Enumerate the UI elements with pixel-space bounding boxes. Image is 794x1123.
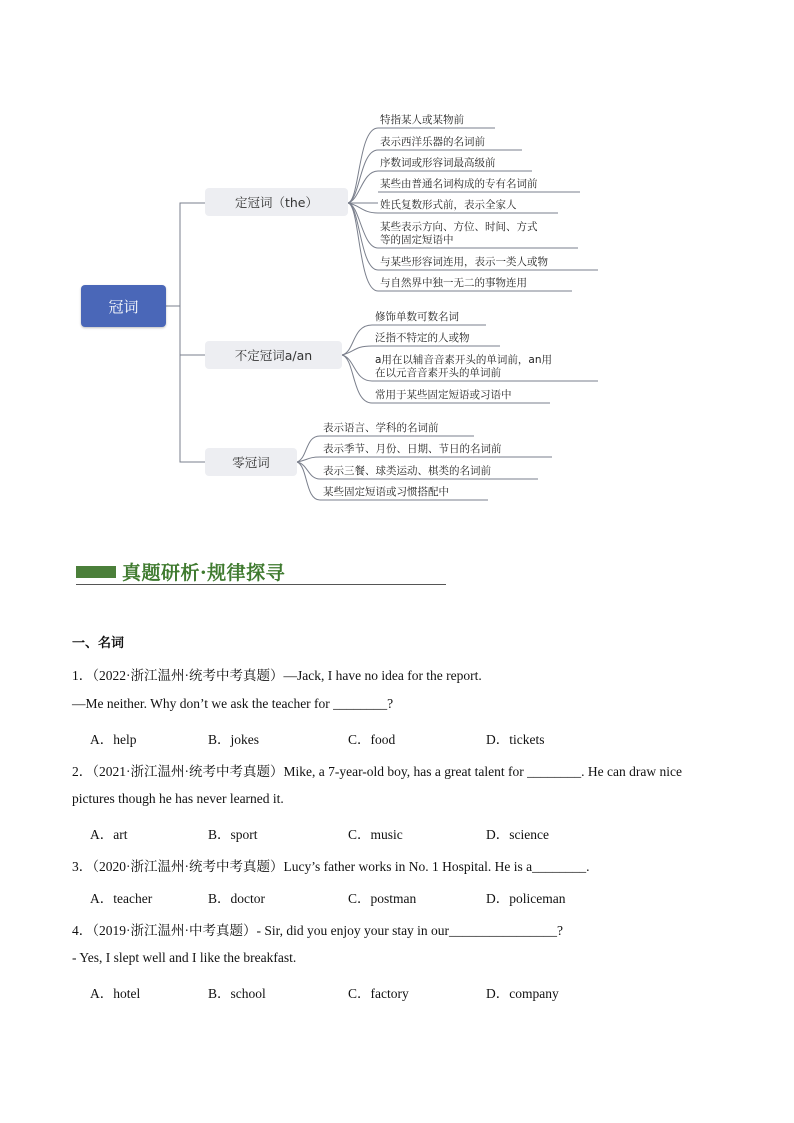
leaf-zero-1: 表示语言、学科的名词前: [323, 422, 439, 434]
leaf-definite-6b: 等的固定短语中: [380, 234, 454, 246]
leaf-zero-3: 表示三餐、球类运动、棋类的名词前: [323, 465, 491, 477]
question-4-option-c: C．factory: [348, 986, 409, 1001]
leaf-definite-7: 与某些形容词连用，表示一类人或物: [380, 256, 548, 268]
question-4-line-2: - Yes, I slept well and I like the breakfast.: [72, 950, 297, 965]
question-2-option-b: B．sport: [208, 827, 258, 842]
branch-definite-article: 定冠词（the）: [205, 188, 348, 216]
leaf-definite-2: 表示西洋乐器的名词前: [380, 136, 485, 148]
leaf-definite-1: 特指某人或某物前: [380, 114, 464, 126]
branch-indefinite-article: 不定冠词a/an: [205, 341, 342, 369]
section-title: 真题研析·规律探寻: [122, 562, 286, 584]
leaf-definite-4: 某些由普通名词构成的专有名词前: [380, 178, 538, 190]
leaf-definite-6a: 某些表示方向、方位、时间、方式: [380, 221, 538, 233]
question-2-line-2: pictures though he has never learned it.: [72, 791, 284, 806]
leaf-definite-8: 与自然界中独一无二的事物连用: [380, 277, 527, 289]
question-1-line-1: 1．（2022·浙江温州·统考中考真题）—Jack, I have no idea for the report.: [72, 668, 482, 683]
question-1-line-2: —Me neither. Why don’t we ask the teacher for ________?: [72, 696, 394, 711]
mindmap-root: 冠词: [81, 285, 166, 327]
section-marker: [76, 566, 116, 578]
question-3-line-1: 3．（2020·浙江温州·统考中考真题）Lucy’s father works in No. 1 Hospital. He is a________.: [72, 859, 590, 874]
leaf-indefinite-2: 泛指不特定的人或物: [375, 332, 470, 344]
question-4-option-d: D．company: [486, 986, 559, 1001]
section-divider: [76, 584, 446, 585]
leaf-definite-5: 姓氏复数形式前，表示全家人: [380, 199, 517, 211]
leaf-indefinite-1: 修饰单数可数名词: [375, 311, 459, 323]
question-1-option-a: A．help: [90, 732, 137, 747]
question-1-option-b: B．jokes: [208, 732, 260, 747]
question-4-line-1: 4．（2019·浙江温州·中考真题）- Sir, did you enjoy your stay in our________________?: [72, 923, 564, 938]
part-heading: 一、名词: [72, 636, 125, 651]
question-1-option-c: C．food: [348, 732, 396, 747]
question-4-option-b: B．school: [208, 986, 266, 1001]
leaf-indefinite-4: 常用于某些固定短语或习语中: [375, 389, 512, 401]
leaf-indefinite-3a: a用在以辅音音素开头的单词前，an用: [375, 354, 553, 366]
leaf-zero-4: 某些固定短语或习惯搭配中: [323, 486, 449, 498]
question-2-option-a: A．art: [90, 827, 128, 842]
question-2-option-d: D．science: [486, 827, 549, 842]
question-2-option-c: C．music: [348, 827, 403, 842]
question-3-option-b: B．doctor: [208, 891, 265, 906]
leaf-indefinite-3b: 在以元音音素开头的单词前: [375, 367, 501, 379]
question-3-option-c: C．postman: [348, 891, 417, 906]
question-2-line-1: 2．（2021·浙江温州·统考中考真题）Mike, a 7-year-old boy, has a great talent for ________. He can draw nice: [72, 764, 682, 779]
branch-zero-article: 零冠词: [205, 448, 297, 476]
question-1-option-d: D．tickets: [486, 732, 545, 747]
question-3-option-a: A．teacher: [90, 891, 153, 906]
question-4-option-a: A．hotel: [90, 986, 141, 1001]
leaf-zero-2: 表示季节、月份、日期、节日的名词前: [323, 443, 502, 455]
question-3-option-d: D．policeman: [486, 891, 566, 906]
leaf-definite-3: 序数词或形容词最高级前: [380, 157, 496, 169]
